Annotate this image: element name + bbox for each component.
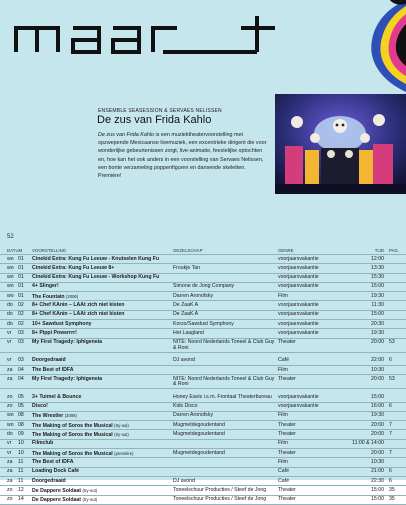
row-date: 04 bbox=[18, 375, 24, 382]
row-show-note: (try-out) bbox=[82, 497, 98, 503]
row-day: zo bbox=[7, 393, 13, 400]
row-date: 11 bbox=[18, 468, 24, 475]
table-row bbox=[0, 320, 406, 329]
table-row bbox=[0, 274, 406, 283]
row-show-title: Cinekid Extra: Kung Fu Leeuw - Knutselen Kung Fu bbox=[32, 255, 160, 262]
row-date: 02 bbox=[18, 320, 24, 327]
table-row bbox=[0, 264, 406, 273]
table-row bbox=[0, 496, 406, 505]
row-day: wo bbox=[7, 421, 14, 428]
row-show-note: (try-out) bbox=[114, 432, 129, 438]
row-show bbox=[32, 358, 66, 364]
row-genre: voorjaarsvakantie bbox=[278, 320, 319, 327]
row-day: vr bbox=[7, 440, 12, 447]
row-date: 05 bbox=[18, 393, 24, 400]
row-company: De ZaaK A bbox=[173, 311, 199, 318]
table-row bbox=[0, 357, 406, 366]
row-date: 02 bbox=[18, 311, 24, 318]
table-row bbox=[0, 412, 406, 421]
row-genre: voorjaarsvakantie bbox=[278, 274, 319, 281]
row-company: Toneelschuur Producties / Steef de Jong bbox=[173, 496, 267, 503]
table-row bbox=[0, 255, 406, 264]
table-row bbox=[0, 292, 406, 301]
row-day: za bbox=[7, 458, 13, 465]
row-day: zo bbox=[7, 403, 13, 410]
row-time: 19:30 bbox=[371, 329, 384, 336]
row-genre: Theater bbox=[278, 421, 296, 428]
row-show-title: 10+ Sawdust Symphony bbox=[32, 320, 92, 327]
row-company: DJ avond bbox=[173, 357, 195, 364]
row-date: 14 bbox=[18, 496, 24, 503]
row-time: 15:00 bbox=[371, 496, 384, 503]
row-show bbox=[32, 377, 102, 383]
row-show bbox=[32, 368, 74, 374]
row-time: 20:00 bbox=[371, 339, 384, 346]
row-time: 12:00 bbox=[371, 255, 384, 262]
row-company: De ZaaK A bbox=[173, 302, 199, 309]
row-show bbox=[32, 266, 114, 272]
row-date: 01 bbox=[18, 255, 24, 262]
table-row bbox=[0, 339, 406, 353]
row-show-title: My First Tragedy: Iphigeneia bbox=[32, 339, 103, 346]
row-date: 09 bbox=[18, 431, 24, 438]
row-date: 08 bbox=[18, 421, 24, 428]
row-show-title: Filmclub bbox=[32, 440, 54, 447]
table-row bbox=[0, 430, 406, 439]
row-time: 11:00 & 14:00 bbox=[352, 440, 384, 447]
feature-photo bbox=[275, 94, 406, 194]
row-time: 22:30 bbox=[371, 477, 384, 484]
row-show-title: 8+ Chef KAnin – LAAt zich niet kisten bbox=[32, 302, 125, 309]
row-page: 7 bbox=[389, 431, 392, 438]
table-row bbox=[0, 403, 406, 412]
row-company: DJ avond bbox=[173, 477, 195, 484]
row-page: 6 bbox=[389, 357, 392, 364]
row-genre: Film bbox=[278, 292, 288, 299]
table-row bbox=[0, 486, 406, 495]
row-show-title: 8+ Chef KAnin – LAAt zich niet kisten bbox=[32, 311, 125, 318]
header-genre: GENRE bbox=[278, 247, 294, 253]
row-time: 15:00 bbox=[371, 486, 384, 493]
row-genre: voorjaarsvakantie bbox=[278, 393, 319, 400]
header-company: GEZELSCHAP bbox=[173, 247, 203, 253]
row-show bbox=[32, 404, 48, 410]
row-show-title: 3+ Tuimel & Bounce bbox=[32, 393, 82, 400]
row-time: 20:00 bbox=[371, 449, 384, 456]
table-row bbox=[0, 366, 406, 375]
table-row bbox=[0, 329, 406, 338]
table-row bbox=[0, 440, 406, 449]
row-page: 6 bbox=[389, 403, 392, 410]
row-date: 10 bbox=[18, 449, 24, 456]
row-company: Mugmetdegoudentand bbox=[173, 421, 225, 428]
row-day: wo bbox=[7, 264, 14, 271]
row-page: 7 bbox=[389, 449, 392, 456]
row-genre: Film bbox=[278, 412, 288, 419]
decorative-stripes bbox=[360, 0, 406, 92]
row-day: do bbox=[7, 320, 13, 327]
row-date: 05 bbox=[18, 403, 24, 410]
row-date: 01 bbox=[18, 274, 24, 281]
row-day: za bbox=[7, 366, 13, 373]
row-show bbox=[32, 413, 77, 420]
row-day: zo bbox=[7, 486, 13, 493]
row-company: Darren Aronofsky bbox=[173, 292, 214, 299]
row-show-note: (try-out) bbox=[114, 422, 129, 428]
table-row bbox=[0, 477, 406, 486]
row-company: NITE: Noord Nederlands Toneel & Club Guy & Roni bbox=[173, 339, 275, 351]
row-date: 02 bbox=[18, 302, 24, 309]
row-show-title: 4+ Slinger! bbox=[32, 283, 59, 290]
row-show bbox=[32, 441, 53, 447]
row-genre: voorjaarsvakantie bbox=[278, 283, 319, 290]
row-page: 53 bbox=[389, 375, 395, 382]
row-show-title: The Wrestler bbox=[32, 413, 64, 420]
row-date: 04 bbox=[18, 366, 24, 373]
row-page: 35 bbox=[389, 486, 395, 493]
row-show-title: The Making of Soros the Musical bbox=[32, 450, 113, 457]
row-time: 15:00 bbox=[371, 311, 384, 318]
header-date: DATUM bbox=[7, 247, 23, 253]
row-day: wo bbox=[7, 292, 14, 299]
table-row bbox=[0, 311, 406, 320]
masthead-logo bbox=[13, 14, 278, 54]
row-day: wo bbox=[7, 283, 14, 290]
row-show-title: The Fountain bbox=[32, 293, 65, 300]
row-show-title: The Best of IDFA bbox=[32, 458, 74, 465]
row-show-title: The Making of Soros the Musical bbox=[32, 422, 113, 429]
row-day: do bbox=[7, 311, 13, 318]
page-number: 52 bbox=[7, 234, 14, 240]
row-time: 15:00 bbox=[371, 283, 384, 290]
row-genre: Café bbox=[278, 477, 289, 484]
feature-title: De zus van Frida Kahlo bbox=[97, 114, 212, 126]
row-day: wo bbox=[7, 255, 14, 262]
row-show bbox=[32, 331, 77, 337]
row-genre: Film bbox=[278, 440, 288, 447]
row-show-title: My First Tragedy: Iphigeneia bbox=[32, 375, 103, 382]
row-company: Kids Disco bbox=[173, 403, 198, 410]
row-genre: Café bbox=[278, 468, 289, 475]
feature-body-italic: De zus van Frida Kahlo bbox=[98, 132, 155, 138]
row-date: 10 bbox=[18, 440, 24, 447]
row-show-title: De Dappere Soldaat bbox=[32, 487, 82, 494]
row-show bbox=[32, 423, 129, 430]
row-show bbox=[32, 469, 79, 475]
row-day: vr bbox=[7, 357, 12, 364]
row-show-note: (première) bbox=[114, 450, 134, 456]
row-day: do bbox=[7, 431, 13, 438]
row-date: 12 bbox=[18, 486, 24, 493]
row-show-title: Cinekid Extra: Kung Fu Leeuw 8+ bbox=[32, 264, 115, 271]
row-day: vr bbox=[7, 329, 12, 336]
table-row bbox=[0, 458, 406, 467]
table-row bbox=[0, 421, 406, 430]
row-time: 10:30 bbox=[371, 366, 384, 373]
row-show bbox=[32, 395, 81, 401]
row-show bbox=[32, 284, 59, 290]
row-company: Froukje Tan bbox=[173, 264, 201, 271]
header-show: VOORSTELLING bbox=[32, 247, 67, 253]
row-show-title: 8+ Pippi Powerrrr! bbox=[32, 329, 77, 336]
table-row bbox=[0, 393, 406, 402]
row-time: 20:00 bbox=[371, 431, 384, 438]
row-genre: Theater bbox=[278, 375, 296, 382]
row-genre: Film bbox=[278, 458, 288, 465]
row-company: Mugmetdegoudentand bbox=[173, 431, 225, 438]
row-company: Mugmetdegoudentand bbox=[173, 449, 225, 456]
row-time: 11:30 bbox=[371, 302, 384, 309]
row-show-title: Loading Dock Café bbox=[32, 468, 79, 475]
row-show bbox=[32, 340, 102, 346]
row-show bbox=[32, 488, 97, 495]
row-show bbox=[32, 432, 129, 439]
row-genre: Theater bbox=[278, 339, 296, 346]
row-company: NITE: Noord Nederlands Toneel & Club Guy & Roni bbox=[173, 375, 275, 388]
row-day: vr bbox=[7, 449, 12, 456]
row-time: 15:00 bbox=[371, 393, 384, 400]
row-show bbox=[32, 479, 66, 485]
table-row bbox=[0, 449, 406, 458]
row-genre: Theater bbox=[278, 496, 296, 503]
row-day: vr bbox=[7, 339, 12, 346]
table-row bbox=[0, 283, 406, 292]
row-show-title: The Making of Soros the Musical bbox=[32, 432, 113, 439]
row-date: 01 bbox=[18, 292, 24, 299]
row-day: zo bbox=[7, 496, 13, 503]
row-company: Honey Eavis i.s.m. Frontaal Theaterbureau bbox=[173, 393, 272, 400]
schedule-table bbox=[0, 246, 406, 505]
row-date: 11 bbox=[18, 477, 24, 484]
row-show bbox=[32, 451, 133, 458]
row-genre: voorjaarsvakantie bbox=[278, 403, 319, 410]
row-page: 6 bbox=[389, 477, 392, 484]
row-genre: Theater bbox=[278, 449, 296, 456]
row-show-title: Cinekid Extra: Kung Fu Leeuw - Workshop Kung Fu bbox=[32, 274, 160, 281]
header-page: PAG. bbox=[389, 247, 400, 253]
header-time: TIJD bbox=[374, 247, 384, 253]
row-show bbox=[32, 497, 97, 504]
row-day: do bbox=[7, 302, 13, 309]
row-time: 19:30 bbox=[371, 292, 384, 299]
row-show-title: Disco! bbox=[32, 403, 48, 410]
row-day: wo bbox=[7, 412, 14, 419]
row-company: Simone de Jong Company bbox=[173, 283, 235, 290]
row-company: Toneelschuur Producties / Steef de Jong bbox=[173, 486, 267, 493]
row-genre: voorjaarsvakantie bbox=[278, 311, 319, 318]
row-company: Korzo/Sawdust Symphony bbox=[173, 320, 234, 327]
row-time: 16:00 bbox=[371, 403, 384, 410]
row-company: Het Laagland bbox=[173, 329, 204, 336]
row-page: 7 bbox=[389, 421, 392, 428]
table-row bbox=[0, 375, 406, 389]
table-header bbox=[0, 246, 406, 255]
row-genre: voorjaarsvakantie bbox=[278, 302, 319, 309]
row-time: 20:30 bbox=[371, 320, 384, 327]
row-company: Darren Aronofsky bbox=[173, 412, 214, 419]
row-show bbox=[32, 312, 124, 318]
row-day: za bbox=[7, 468, 13, 475]
row-genre: Café bbox=[278, 357, 289, 364]
row-genre: voorjaarsvakantie bbox=[278, 329, 319, 336]
row-show bbox=[32, 257, 159, 263]
row-date: 03 bbox=[18, 357, 24, 364]
row-show bbox=[32, 294, 78, 301]
row-genre: Theater bbox=[278, 431, 296, 438]
feature-body bbox=[98, 131, 268, 180]
row-show bbox=[32, 303, 124, 309]
row-page: 35 bbox=[389, 496, 395, 503]
row-date: 11 bbox=[18, 458, 24, 465]
row-show-title: Doorgedraaid bbox=[32, 357, 66, 364]
row-date: 08 bbox=[18, 412, 24, 419]
row-date: 03 bbox=[18, 339, 24, 346]
row-day: wo bbox=[7, 274, 14, 281]
row-show-note: (try-out) bbox=[82, 487, 98, 493]
row-show bbox=[32, 460, 74, 466]
row-show bbox=[32, 275, 159, 281]
row-show-note: (2006) bbox=[66, 293, 79, 299]
row-time: 20:00 bbox=[371, 375, 384, 382]
row-genre: Film bbox=[278, 366, 288, 373]
row-show-title: The Best of IDFA bbox=[32, 366, 74, 373]
row-show-title: Doorgedraaid bbox=[32, 477, 66, 484]
row-time: 15:30 bbox=[371, 274, 384, 281]
row-genre: Theater bbox=[278, 486, 296, 493]
row-show-note: (2008) bbox=[64, 413, 77, 419]
masthead-wordmark bbox=[13, 14, 278, 54]
row-date: 01 bbox=[18, 264, 24, 271]
table-row bbox=[0, 301, 406, 310]
row-time: 20:00 bbox=[371, 421, 384, 428]
row-genre: voorjaarsvakantie bbox=[278, 255, 319, 262]
row-genre: voorjaarsvakantie bbox=[278, 264, 319, 271]
row-time: 19:30 bbox=[371, 412, 384, 419]
feature-section-label: ENSEMBLE SEASESSION & SERVAES NELISSEN bbox=[98, 108, 222, 114]
table-row bbox=[0, 468, 406, 477]
performers-photo bbox=[275, 94, 406, 194]
row-date: 01 bbox=[18, 283, 24, 290]
row-page: 6 bbox=[389, 468, 392, 475]
row-time: 13:30 bbox=[371, 264, 384, 271]
row-page: 53 bbox=[389, 339, 395, 346]
row-time: 22:00 bbox=[371, 357, 384, 364]
row-show-title: De Dappere Soldaat bbox=[32, 497, 82, 504]
row-show bbox=[32, 322, 92, 328]
row-time: 21:00 bbox=[371, 468, 384, 475]
row-date: 03 bbox=[18, 329, 24, 336]
row-day: za bbox=[7, 477, 13, 484]
row-time: 10:30 bbox=[371, 458, 384, 465]
row-day: za bbox=[7, 375, 13, 382]
table-body bbox=[0, 255, 406, 505]
feature-body-text: is een muziektheatervoorstelling met opzwepende Mexicaanse livemuziek, een excentrieke dirigent die voor wonderlijke gebeurtenissen zorgt, live-animatie, feestelijke optochten en, hoe kan het ook anders in een voorstelling van Servaes Nelissen, een bonte verzameling poppenfiguren en dansende skeletten. Première! bbox=[98, 132, 267, 180]
